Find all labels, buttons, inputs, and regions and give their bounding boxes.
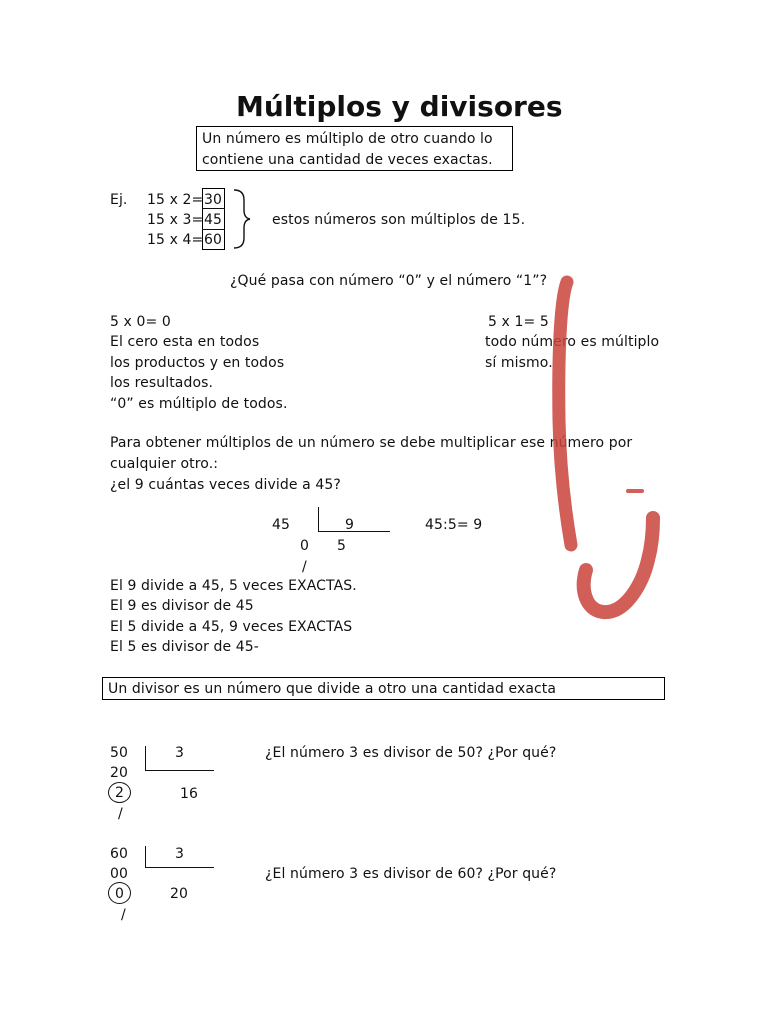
division-45-dividend: 45	[272, 517, 291, 533]
division-50-partial: 20	[110, 765, 129, 781]
division-60-remainder: 0	[115, 886, 125, 902]
division-50-quotient: 16	[180, 786, 199, 802]
red-stroke-hook	[584, 518, 653, 612]
division-50-bracket-horizontal	[145, 770, 214, 771]
division-50-dividend: 50	[110, 745, 129, 761]
division-60-bracket-horizontal	[145, 867, 214, 868]
one-equation: 5 x 1= 5	[488, 314, 549, 330]
division-45-bracket-vertical	[318, 507, 319, 531]
definition-divisor-text: Un divisor es un número que divide a otro una cantidad exacta	[108, 681, 557, 697]
method-line-2: cualquier otro.:	[110, 456, 219, 472]
division-50-divisor: 3	[175, 745, 185, 761]
zero-line-2: los productos y en todos	[110, 355, 285, 371]
example-row-2-result: 45	[204, 212, 223, 228]
example-row-3-expr: 15 x 4=	[147, 232, 204, 248]
one-line-1: todo número es múltiplo	[485, 334, 660, 350]
division-60-divisor: 3	[175, 846, 185, 862]
page-title: Múltiplos y divisores	[236, 90, 563, 123]
example-row-1-expr: 15 x 2=	[147, 192, 204, 208]
one-line-2: sí mismo.	[485, 355, 553, 371]
example-row-1-result: 30	[204, 192, 223, 208]
definition-multiple-line1: Un número es múltiplo de otro cuando lo	[202, 131, 493, 147]
division-50-question: ¿El número 3 es divisor de 50? ¿Por qué?	[265, 745, 557, 761]
division-50-bracket-vertical	[145, 746, 146, 770]
zero-line-1: El cero esta en todos	[110, 334, 260, 350]
division-45-remainder: 0	[300, 538, 310, 554]
example-row-2-expr: 15 x 3=	[147, 212, 204, 228]
conclusion-3: El 5 divide a 45, 9 veces EXACTAS	[110, 619, 353, 635]
division-60-mark: /	[121, 907, 126, 923]
division-45-divisor: 9	[345, 517, 355, 533]
conclusion-1: El 9 divide a 45, 5 veces EXACTAS.	[110, 578, 357, 594]
division-45-mark: /	[302, 559, 307, 575]
zero-equation: 5 x 0= 0	[110, 314, 171, 330]
division-60-dividend: 60	[110, 846, 129, 862]
conclusion-4: El 5 es divisor de 45-	[110, 639, 259, 655]
conclusion-2: El 9 es divisor de 45	[110, 598, 254, 614]
method-question: ¿el 9 cuántas veces divide a 45?	[110, 477, 341, 493]
division-45-quotient: 5	[337, 538, 347, 554]
definition-multiple-line2: contiene una cantidad de veces exactas.	[202, 152, 493, 168]
zero-line-4: “0” es múltiplo de todos.	[110, 396, 288, 412]
example-label: Ej.	[110, 192, 128, 208]
division-60-quotient: 20	[170, 886, 189, 902]
method-line-1: Para obtener múltiplos de un número se debe multiplicar ese número por	[110, 435, 633, 451]
red-stroke-vertical	[559, 282, 571, 545]
zero-line-3: los resultados.	[110, 375, 214, 391]
division-60-partial: 00	[110, 866, 129, 882]
example-note: estos números son múltiplos de 15.	[272, 212, 526, 228]
division-50-remainder: 2	[115, 785, 125, 801]
example-row-3-result: 60	[204, 232, 223, 248]
question-zero-one: ¿Qué pasa con número “0” y el número “1”?	[230, 273, 548, 289]
division-50-mark: /	[118, 806, 123, 822]
division-60-question: ¿El número 3 es divisor de 60? ¿Por qué?	[265, 866, 557, 882]
division-45-side-expr: 45:5= 9	[425, 517, 483, 533]
example-results-divider-2	[202, 229, 225, 230]
division-60-bracket-vertical	[145, 846, 146, 867]
